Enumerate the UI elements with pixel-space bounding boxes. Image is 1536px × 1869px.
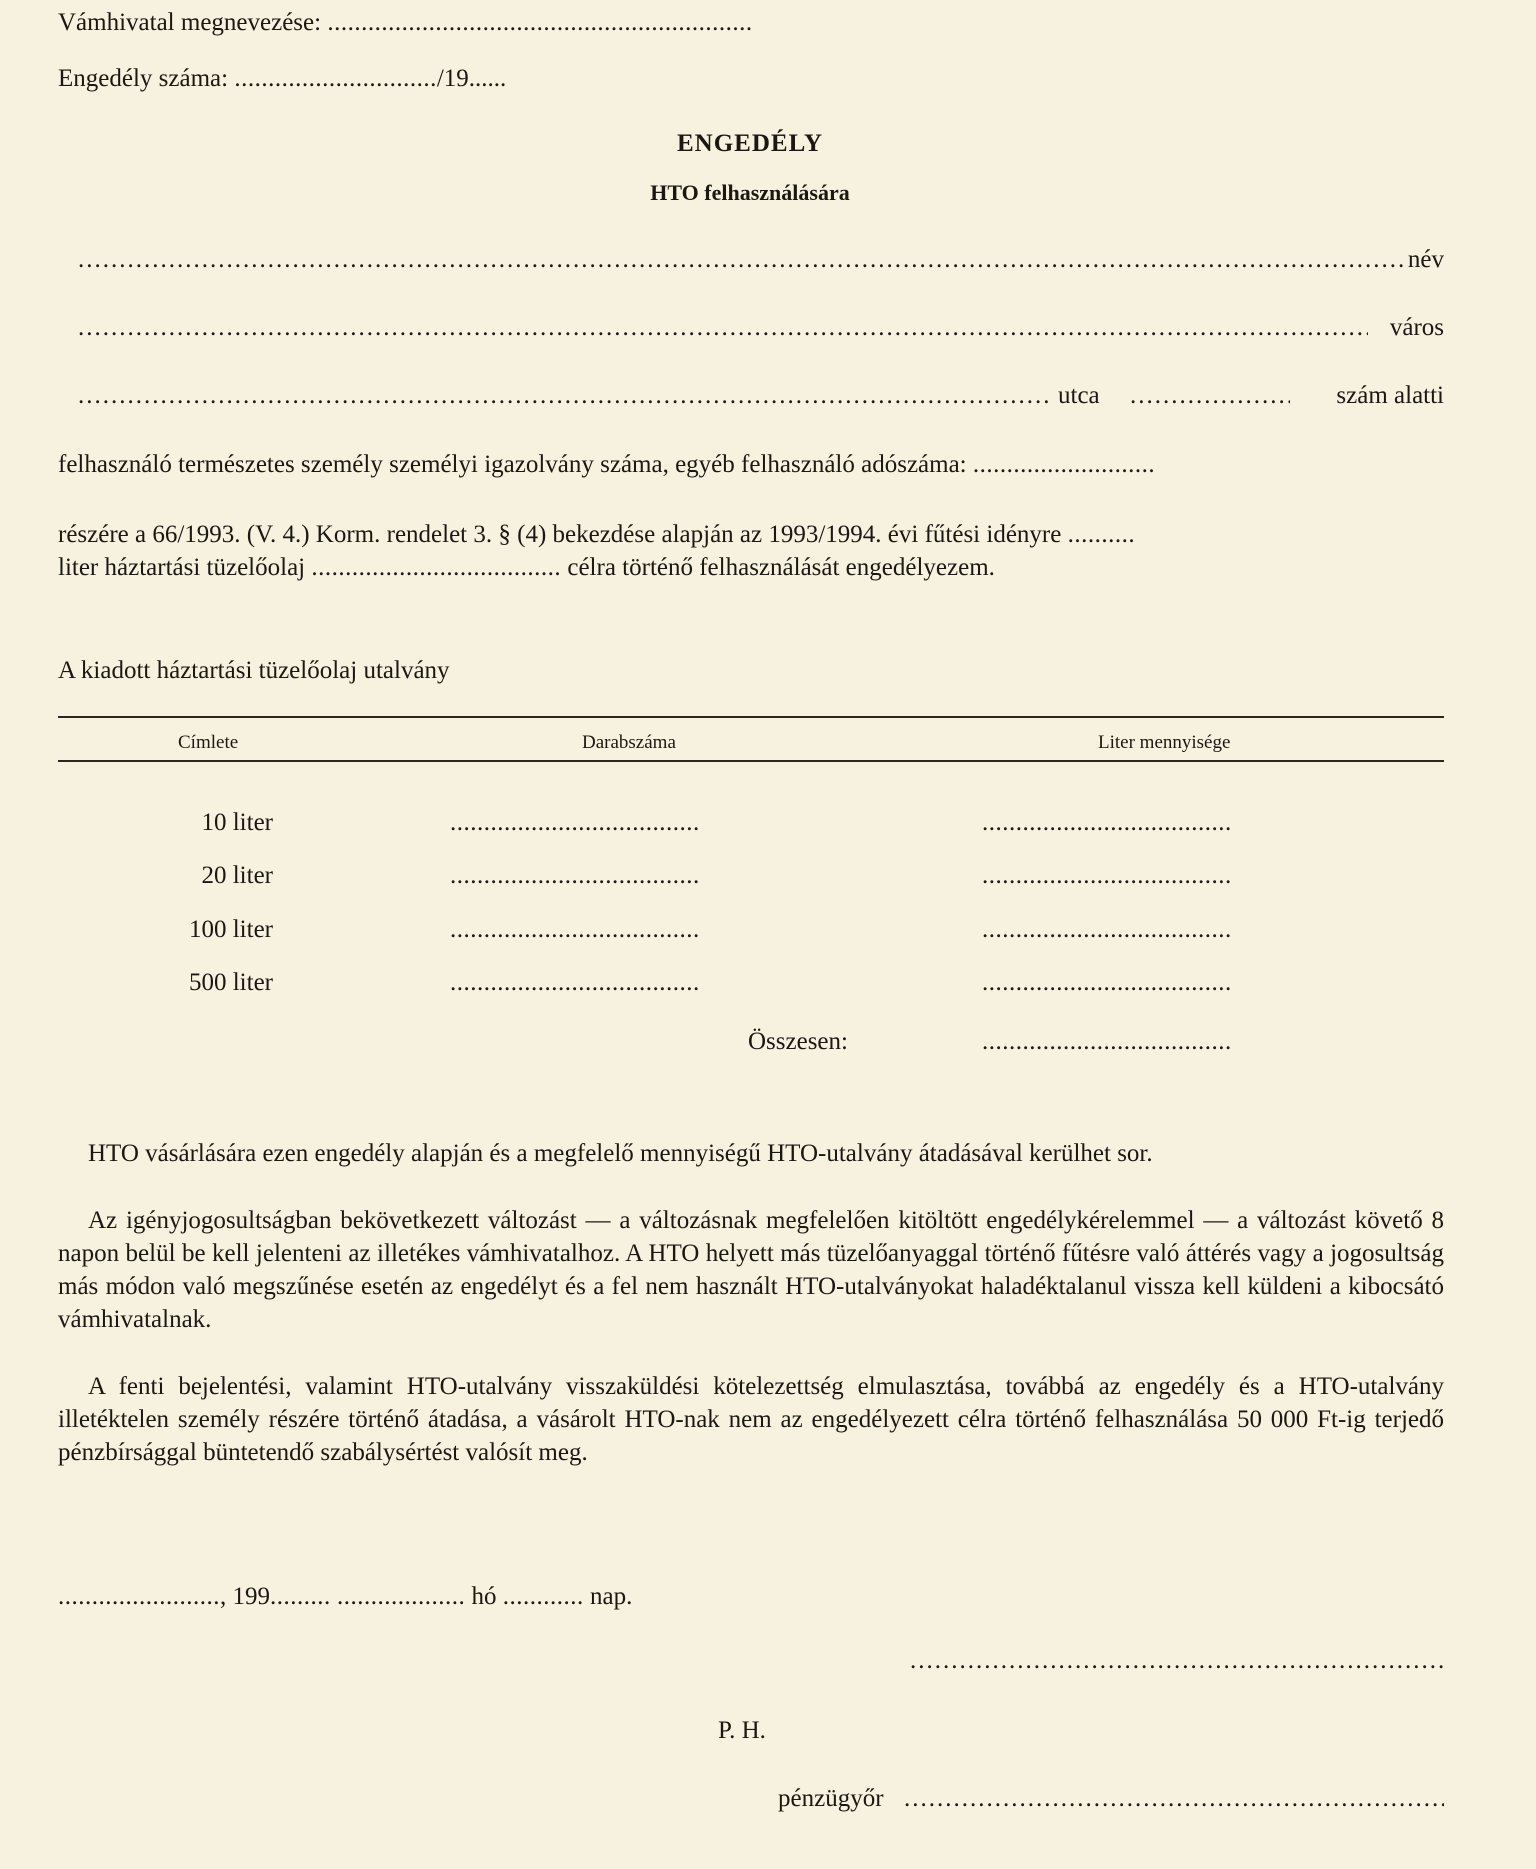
voucher-heading: A kiadott háztartási tüzelőolaj utalvány [58, 657, 450, 684]
document-title: ENGEDÉLY [676, 130, 823, 157]
day-blank[interactable]: ............ [502, 1583, 584, 1610]
row-liters-500[interactable]: ..................................... [982, 969, 1232, 996]
permit-number-label: Engedély száma: [58, 65, 229, 92]
month-label: hó [471, 1583, 497, 1610]
authorization-line-1 [58, 520, 1135, 550]
street-label: utca [1058, 382, 1100, 409]
office-label: Vámhivatal megnevezése: [58, 9, 322, 36]
row-count-10[interactable]: ..................................... [450, 809, 700, 836]
year-prefix: , 199 [220, 1583, 270, 1610]
office-name-blank[interactable]: ............................................................... [327, 9, 753, 36]
row-count-500[interactable]: ..................................... [450, 969, 700, 996]
row-denomination-500: 500 liter [188, 969, 273, 996]
id-number-blank[interactable]: ........................... [972, 451, 1156, 478]
notice-paragraph-1: HTO vásárlására ezen engedély alapján és a megfelelő mennyiségű HTO-utalvány átadásával kerülhet sor. [88, 1140, 1153, 1167]
name-label: név [1407, 246, 1444, 273]
name-blank[interactable] [78, 245, 1408, 275]
row-liters-10[interactable]: ..................................... [982, 809, 1232, 836]
authorization-text-2a: liter háztartási tüzelőolaj [58, 554, 306, 581]
row-denomination-10: 10 liter [201, 809, 273, 836]
table-top-rule [58, 716, 1444, 718]
liter-amount-blank[interactable]: .......... [1067, 521, 1136, 548]
authorization-text-2b: célra történő felhasználását engedélyezem. [567, 554, 995, 581]
authorization-line-2 [58, 553, 995, 583]
office-name-line [58, 8, 753, 38]
city-line [58, 313, 1444, 343]
city-label: város [1389, 314, 1444, 341]
table-header-rule [58, 760, 1444, 762]
notice-paragraph-2: Az igényjogosultságban bekövetkezett változást — a változásnak megfelelően kitöltött engedélykérelemmel — a változást követő 8 napon belül be kell jelenteni az illetékes vámhivatalhoz. A HTO helyett más tüzelőanyaggal történő fűtésre való áttérés vagy a jogosultság más módon való megszűnése esetén az engedélyt és a fel nem használt HTO-utalványokat haladéktalanul vissza kell küldeni a kibocsátó vámhivatalnak. [58, 1207, 1444, 1333]
year-blank[interactable]: ......... [270, 1583, 331, 1610]
row-liters-20[interactable]: ..................................... [982, 862, 1232, 889]
purpose-blank[interactable]: ..................................... [311, 554, 562, 581]
row-denomination-100: 100 liter [188, 916, 273, 943]
col-header-count: Darabszáma [582, 732, 676, 753]
id-number-line [58, 450, 1155, 480]
permit-number-blank[interactable]: .............................. [234, 65, 437, 92]
row-denomination-20: 20 liter [201, 862, 273, 889]
total-liters[interactable]: ..................................... [982, 1028, 1232, 1055]
house-number-blank[interactable] [1130, 381, 1290, 411]
day-label: nap. [590, 1583, 633, 1610]
date-line [58, 1582, 632, 1612]
document-subtitle: HTO felhasználására [650, 180, 850, 205]
house-number-label: szám alatti [1336, 382, 1444, 409]
permit-year-suffix: /19...... [436, 65, 507, 92]
row-count-20[interactable]: ..................................... [450, 862, 700, 889]
notice-paragraph-3: A fenti bejelentési, valamint HTO-utalvány visszaküldési kötelezettség elmulasztása, továbbá az engedély és a HTO-utalvány illetéktelen személy részére történő átadása, a vásárolt HTO-nak nem az engedélyezett célra történő felhasználása 50 000 Ft-ig terjedő pénzbírsággal büntetendő szabálysértést valósít meg. [58, 1373, 1444, 1466]
authorization-text-1: részére a 66/1993. (V. 4.) Korm. rendelet 3. § (4) bekezdése alapján az 1993/1994. évi fűtési idényre [58, 521, 1062, 548]
officer-signature-blank[interactable] [904, 1784, 1444, 1814]
col-header-liters: Liter mennyisége [1098, 732, 1231, 753]
month-blank[interactable]: ................... [337, 1583, 466, 1610]
city-blank[interactable] [78, 313, 1368, 343]
permit-number-line [58, 64, 506, 94]
stamp-placeholder: P. H. [718, 1717, 766, 1744]
id-number-label: felhasználó természetes személy személyi igazolvány száma, egyéb felhasználó adószáma: [58, 451, 967, 478]
row-liters-100[interactable]: ..................................... [982, 916, 1232, 943]
name-line [58, 245, 1444, 275]
street-blank[interactable] [78, 381, 1048, 411]
signature-blank[interactable] [910, 1646, 1444, 1676]
row-count-100[interactable]: ..................................... [450, 916, 700, 943]
officer-label: pénzügyőr [778, 1785, 884, 1812]
place-blank[interactable]: ........................ [58, 1583, 220, 1610]
col-header-denomination: Címlete [178, 732, 239, 753]
total-label: Összesen: [748, 1028, 848, 1055]
street-line [58, 381, 1444, 411]
